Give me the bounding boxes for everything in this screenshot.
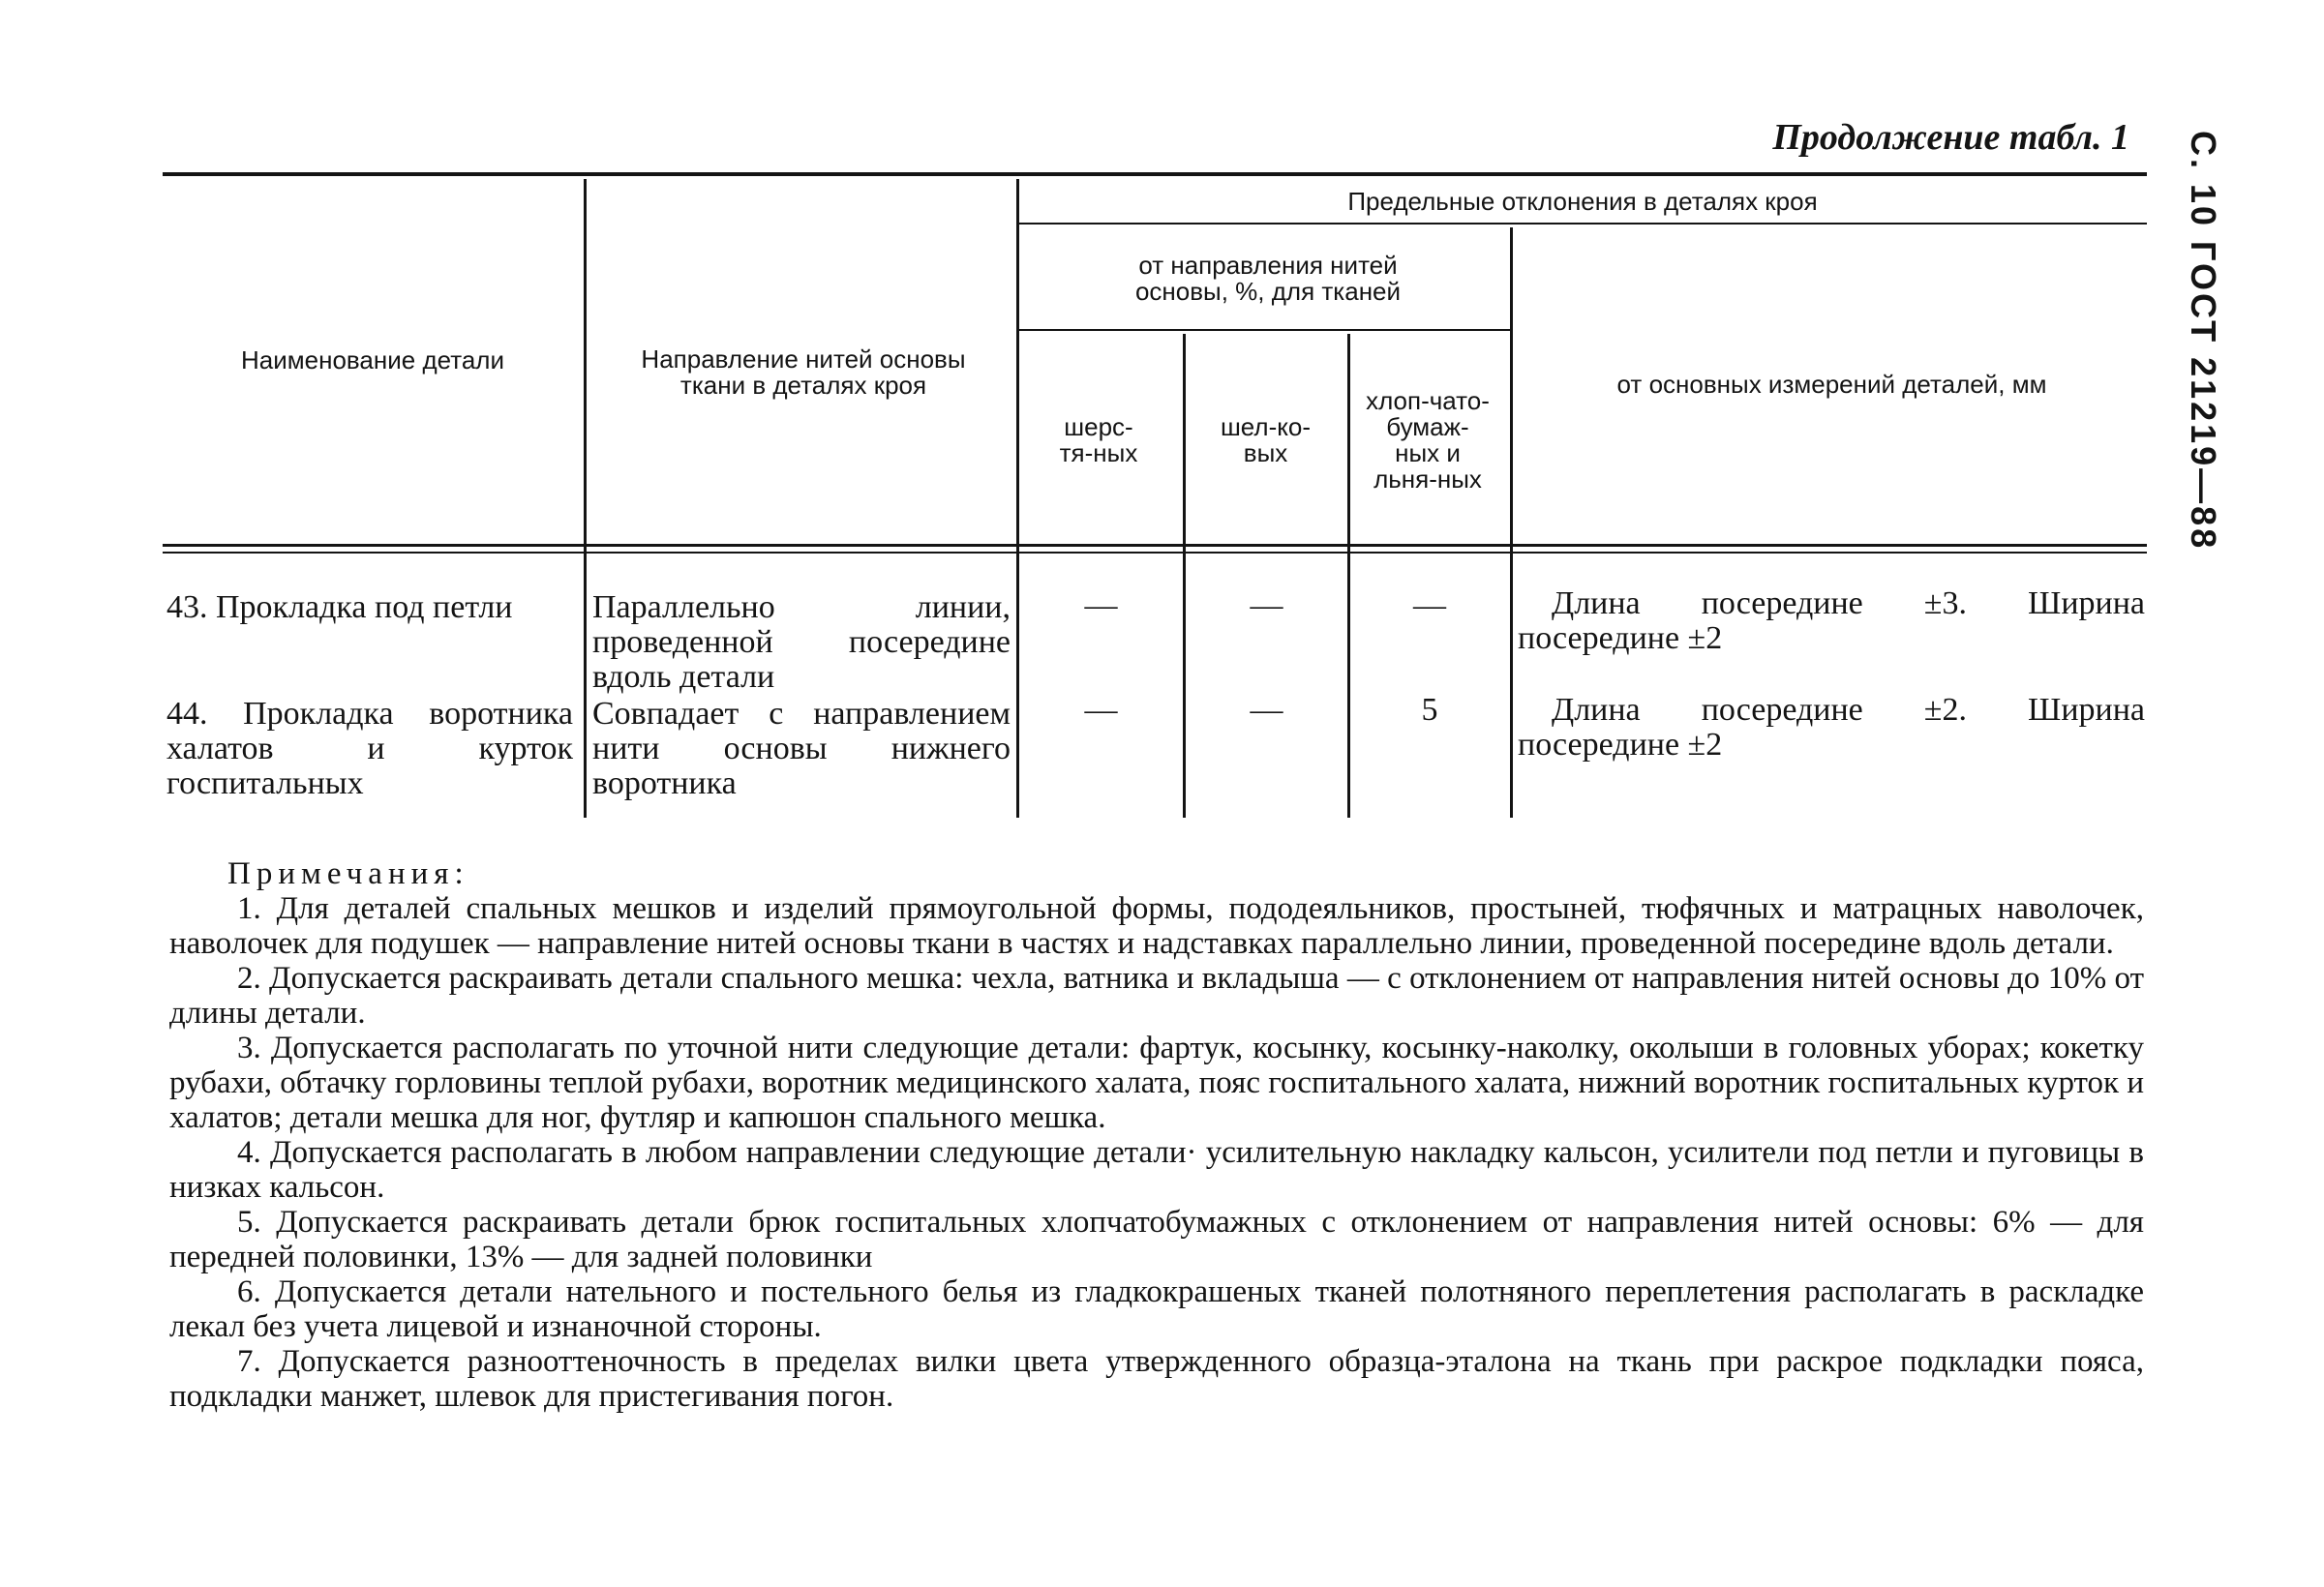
row-43-wool: — <box>1084 587 1118 623</box>
row-43-cotton: — <box>1413 587 1446 623</box>
header-dimensions: от основных измерений деталей, мм <box>1616 370 2047 399</box>
header-silk: шел-ко-вых <box>1220 412 1312 467</box>
header-rule-thread <box>1016 329 1510 331</box>
notes-section <box>169 856 2144 1414</box>
header-cotton-linen: хлоп-чато-бумаж-ных и льня-ных <box>1366 386 1490 494</box>
col-divider-3 <box>1183 334 1186 818</box>
row-43-direction: Параллельно линии, проведенной посередине вдоль детали <box>592 589 1011 695</box>
note-item: 2. Допускается раскраивать детали спального мешка: чехла, ватника и вкладыша — с отклонением от направления нитей основы до 10% от длины детали. <box>169 961 2144 1031</box>
row-44-wool: — <box>1084 692 1118 728</box>
note-item: 3. Допускается располагать по уточной нити следующие детали: фартук, косынку, косынку-наколку, околыши в головных уборах; кокетку рубахи, обтачку горловины теплой рубахи, воротник медицинского халата, пояс госпитального халата, нижний воротник госпитальных курток и халатов; детали мешка для ног, футляр и капюшон спального мешка. <box>169 1031 2144 1135</box>
row-44-dimensions: Длина посередине ±2. Ширина посередине ±2 <box>1518 692 2145 763</box>
header-thread-direction: Направление нитей основы ткани в деталях кроя <box>641 344 966 400</box>
header-from-thread-direction: от направления нитей основы, %, для тканей <box>1134 250 1402 306</box>
header-detail-name: Наименование детали <box>241 345 504 374</box>
note-item: 7. Допускается разнооттеночность в пределах вилки цвета утвержденного образца-эталона на ткань при раскрое подкладки пояса, подкладки манжет, шлевок для пристегивания погон. <box>169 1344 2144 1414</box>
header-limit-deviations: Предельные отклонения в деталях кроя <box>1347 186 1818 216</box>
table-top-rule <box>163 172 2147 176</box>
col-divider-5 <box>1510 227 1513 818</box>
row-43-name: 43. Прокладка под петли <box>166 589 513 625</box>
col-divider-1 <box>584 179 587 818</box>
note-item: 1. Для деталей спальных мешков и изделий прямоугольной формы, пододеяльников, простыней, тюфячных и матрацных наволочек, наволочек для подушек — направление нитей основы ткани в частях и надставках параллельно линии, проведенной посередине вдоль детали. <box>169 891 2144 961</box>
table-continuation-label: Продолжение табл. 1 <box>1772 117 2129 158</box>
row-43-silk: — <box>1250 587 1283 623</box>
row-44-direction: Совпадает с направлением нити основы нижнего воротника <box>592 696 1011 801</box>
note-item: 6. Допускается детали нательного и постельного белья из гладкокрашеных тканей полотняного переплетения располагать в раскладке лекал без учета лицевой и изнаночной стороны. <box>169 1274 2144 1344</box>
header-bottom-rule-1 <box>163 544 2147 547</box>
col-divider-2 <box>1016 179 1019 818</box>
col-divider-4 <box>1347 334 1350 818</box>
row-43-dimensions: Длина посередине ±3. Ширина посередине ±2 <box>1518 585 2145 656</box>
notes-title: Примечания: <box>227 856 469 891</box>
note-item: 5. Допускается раскраивать детали брюк госпитальных хлопчатобумажных с отклонением от направления нитей основы: 6% — для передней половинки, 13% — для задней половинки <box>169 1205 2144 1274</box>
page-side-title: С. 10 ГОСТ 21219—88 <box>2184 131 2223 552</box>
header-bottom-rule-2 <box>163 552 2147 554</box>
note-item: 4. Допускается располагать в любом направлении следующие детали· усилительную накладку кальсон, усилители под петли и пуговицы в низках кальсон. <box>169 1135 2144 1205</box>
row-44-silk: — <box>1250 692 1283 728</box>
header-wool: шерс-тя-ных <box>1059 412 1138 467</box>
row-44-cotton: 5 <box>1421 692 1438 728</box>
row-44-name: 44. Прокладка воротника халатов и курток госпитальных <box>166 696 573 801</box>
header-rule-limits <box>1016 223 2147 225</box>
